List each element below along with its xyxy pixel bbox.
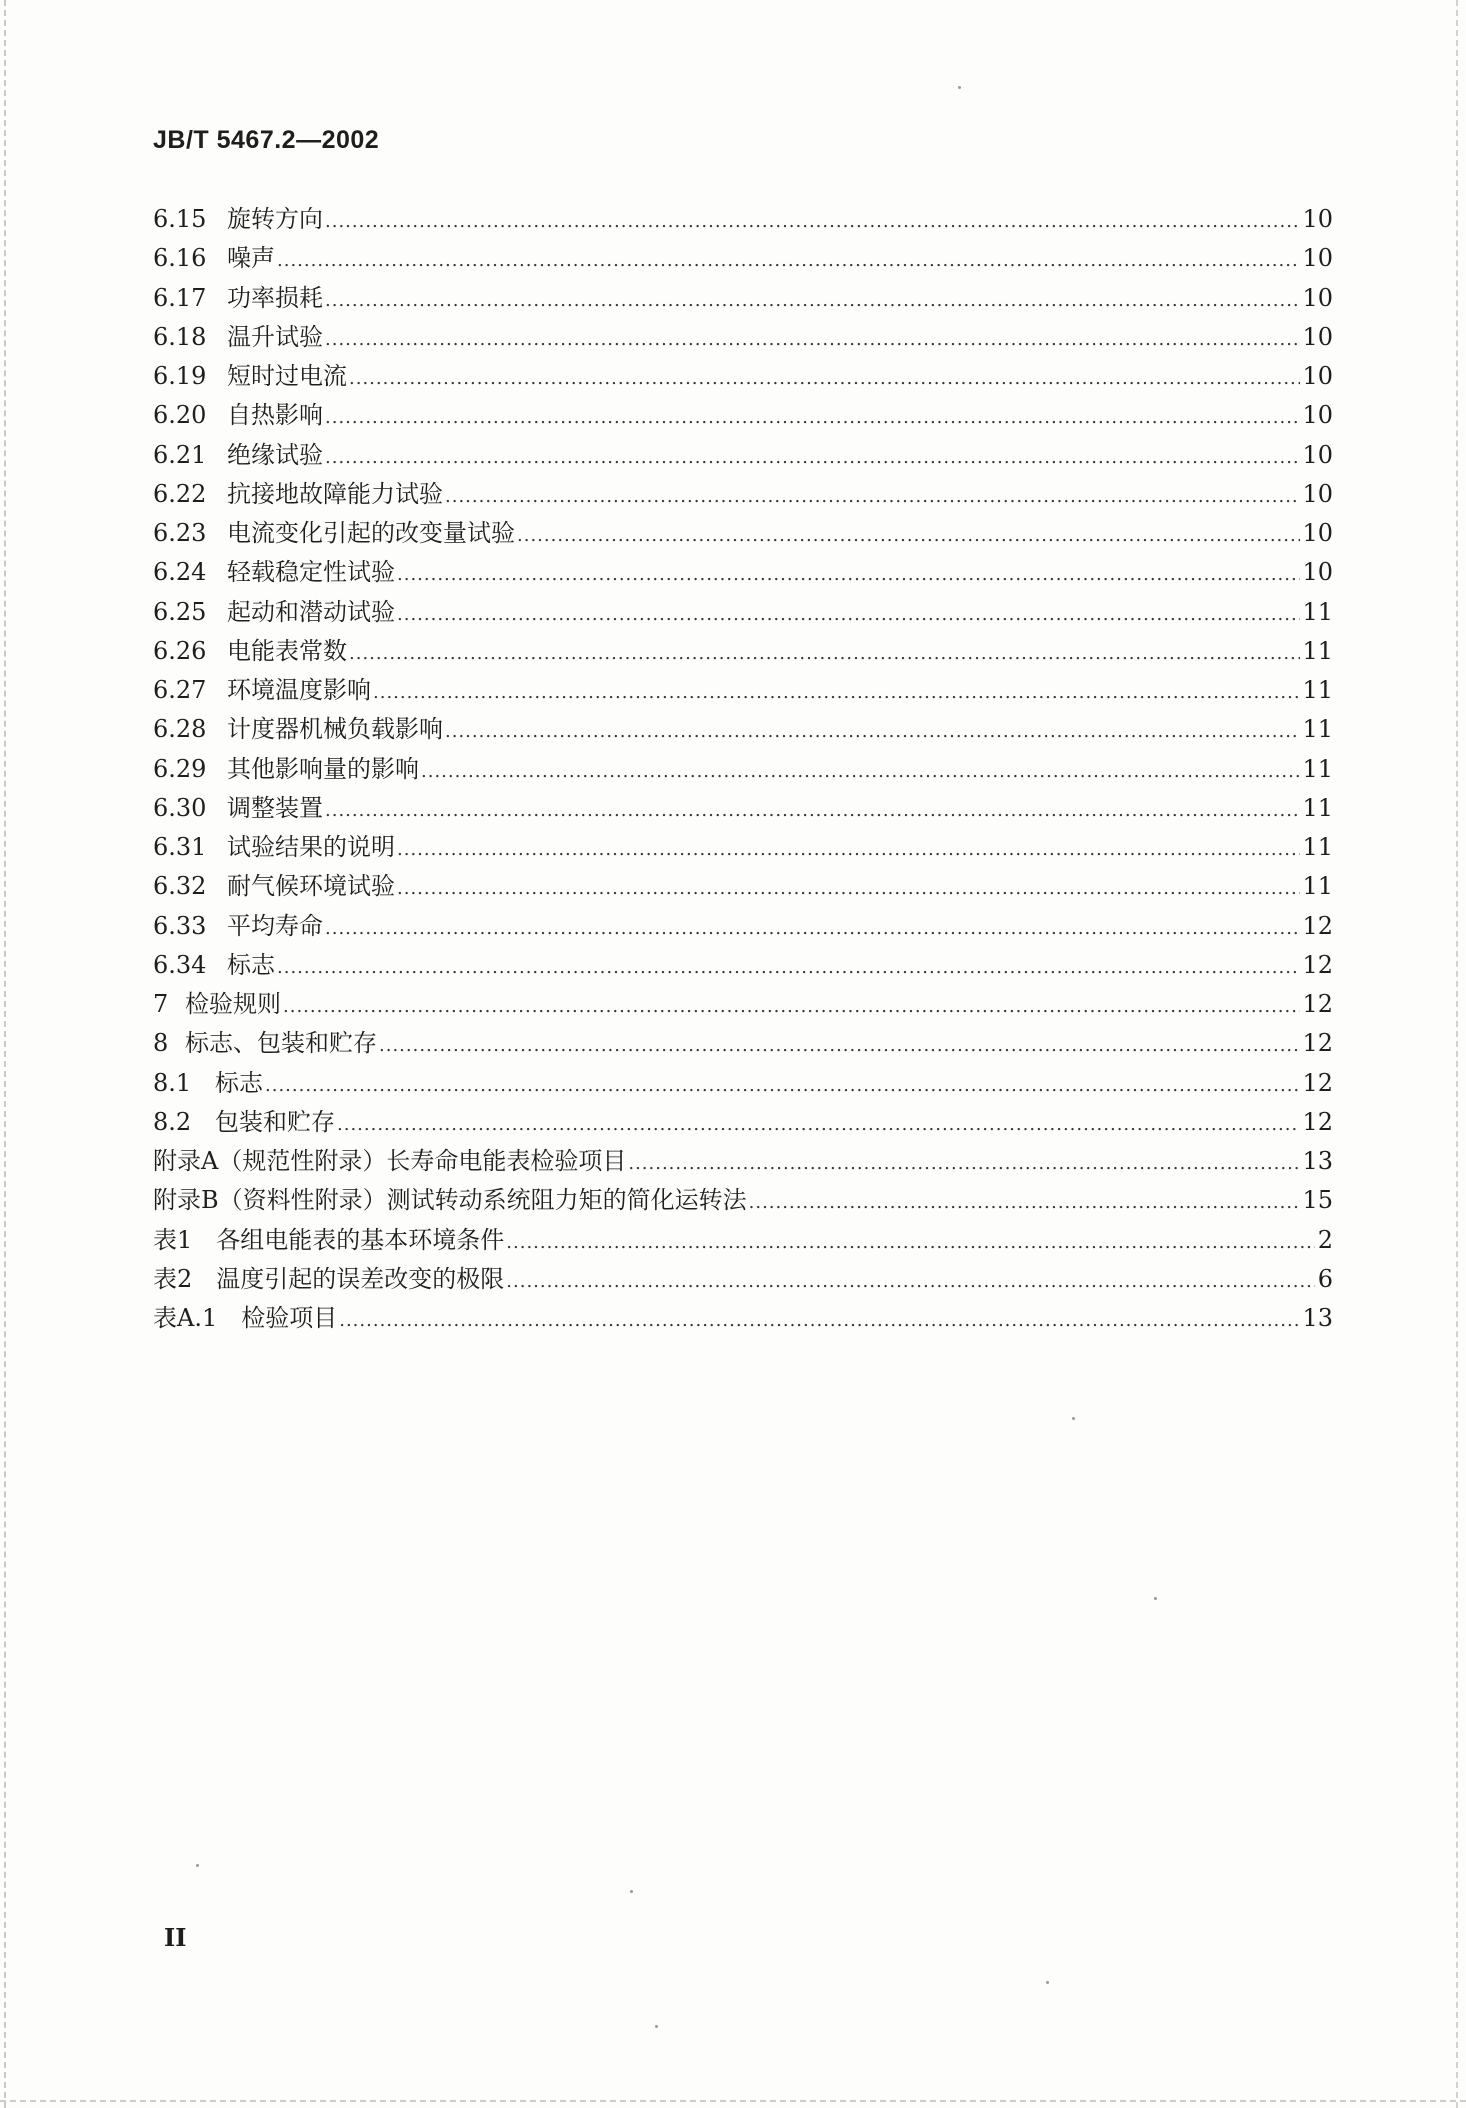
toc-entry <box>153 946 1333 985</box>
scan-speck <box>958 86 961 89</box>
toc-entry-number: 6.20 <box>153 401 207 430</box>
toc-entry <box>153 1064 1333 1103</box>
toc-dot-leader <box>397 595 1300 634</box>
toc-entry-title: 旋转方向 <box>227 205 323 233</box>
toc-entry <box>153 318 1333 357</box>
toc-entry-title: 噪声 <box>227 244 275 273</box>
scan-speck <box>630 1890 633 1893</box>
toc-entry-page: 10 <box>1302 479 1333 508</box>
toc-entry-page: 11 <box>1302 676 1333 704</box>
toc-entry-number: 8.1 <box>153 1068 192 1097</box>
toc-entry <box>153 1142 1333 1181</box>
toc-entry-number: 6.30 <box>153 793 207 822</box>
toc-entry-number: 7 <box>153 990 169 1018</box>
toc-dot-leader <box>325 438 1300 477</box>
toc-entry-number: 6.24 <box>153 558 207 587</box>
toc-entry-title: 自热影响 <box>227 401 323 430</box>
toc-entry-title: 平均寿命 <box>227 911 323 940</box>
toc-entry <box>153 907 1333 946</box>
toc-dot-leader <box>397 830 1300 869</box>
toc-entry-page: 6 <box>1317 1264 1333 1293</box>
toc-entry-number: 6.23 <box>153 519 207 547</box>
toc-entry-number: 6.27 <box>153 676 207 704</box>
toc-entry-title: 表A.1 检验项目 <box>153 1304 338 1332</box>
toc-dot-leader <box>339 1301 1300 1340</box>
toc-dot-leader <box>325 398 1300 437</box>
scan-speck <box>1046 1981 1049 1984</box>
toc-entry-number: 6.18 <box>153 322 207 351</box>
toc-entry-page: 10 <box>1302 283 1333 312</box>
toc-entry-page: 10 <box>1302 440 1333 469</box>
toc-entry-number: 8.2 <box>153 1107 192 1136</box>
toc-entry-title: 温升试验 <box>227 322 323 351</box>
toc-entry <box>153 1299 1333 1338</box>
toc-entry-title: 环境温度影响 <box>227 676 371 704</box>
toc-entry <box>153 514 1333 553</box>
toc-entry <box>153 357 1333 396</box>
toc-dot-leader <box>349 634 1300 673</box>
toc-entry-page: 11 <box>1302 597 1333 626</box>
toc-entry <box>153 985 1333 1024</box>
toc-entry <box>153 593 1333 632</box>
toc-dot-leader <box>506 1262 1315 1301</box>
toc-dot-leader <box>379 1026 1300 1065</box>
toc-entry-page: 2 <box>1317 1225 1333 1254</box>
toc-entry-title: 短时过电流 <box>227 362 347 390</box>
toc-entry-page: 10 <box>1302 519 1333 547</box>
toc-dot-leader <box>445 477 1300 516</box>
toc-entry-page: 10 <box>1302 362 1333 390</box>
scan-edge-left <box>4 0 6 2108</box>
toc-entry-number: 6.15 <box>153 205 207 233</box>
toc-entry-title: 电流变化引起的改变量试验 <box>227 519 515 547</box>
scan-speck <box>196 1864 199 1867</box>
toc-entry <box>153 789 1333 828</box>
toc-entry-number: 6.21 <box>153 440 207 469</box>
page-number: II <box>164 1923 187 1952</box>
toc-entry-title: 检验规则 <box>185 990 281 1018</box>
toc-entry-title: 标志、包装和贮存 <box>185 1029 377 1058</box>
toc-dot-leader <box>517 516 1300 555</box>
toc-entry <box>153 1181 1333 1220</box>
toc-entry-page: 11 <box>1302 636 1333 665</box>
toc-entry-page: 13 <box>1302 1304 1333 1332</box>
toc-entry-title: 标志 <box>215 1068 263 1097</box>
toc-entry-page: 12 <box>1302 990 1333 1018</box>
toc-dot-leader <box>277 948 1300 987</box>
toc-dot-leader <box>445 712 1300 751</box>
toc-entry <box>153 671 1333 710</box>
toc-entry-number: 6.33 <box>153 911 207 940</box>
toc-entry <box>153 828 1333 867</box>
toc-dot-leader <box>421 752 1300 791</box>
toc-entry-title: 标志 <box>227 950 275 979</box>
toc-dot-leader <box>506 1223 1315 1262</box>
toc-entry-title: 表1 各组电能表的基本环境条件 <box>153 1225 505 1254</box>
toc-entry-page: 13 <box>1302 1147 1333 1175</box>
toc-dot-leader <box>349 359 1300 398</box>
toc-dot-leader <box>749 1183 1301 1222</box>
toc-entry-number: 6.31 <box>153 833 207 861</box>
toc-entry-page: 11 <box>1302 833 1333 861</box>
toc-entry-title: 电能表常数 <box>227 636 347 665</box>
toc-entry-number: 8 <box>153 1029 169 1058</box>
toc-entry-title: 绝缘试验 <box>227 440 323 469</box>
toc-dot-leader <box>325 281 1300 320</box>
toc-entry-title: 起动和潜动试验 <box>227 597 395 626</box>
toc-entry-number: 6.17 <box>153 283 207 312</box>
scan-speck <box>1072 1417 1075 1420</box>
toc-entry <box>153 750 1333 789</box>
toc-entry-title: 其他影响量的影响 <box>227 754 419 783</box>
toc-dot-leader <box>628 1144 1300 1183</box>
toc-dot-leader <box>325 320 1300 359</box>
toc-dot-leader <box>325 202 1300 241</box>
toc-entry-title: 调整装置 <box>227 793 323 822</box>
toc-entry <box>153 396 1333 435</box>
toc-entry-page: 12 <box>1302 1029 1333 1058</box>
toc-entry <box>153 200 1333 239</box>
toc-entry <box>153 1024 1333 1063</box>
toc-entry-title: 抗接地故障能力试验 <box>227 479 443 508</box>
toc-entry-page: 10 <box>1302 322 1333 351</box>
toc-dot-leader <box>373 673 1300 712</box>
toc-entry-page: 11 <box>1302 754 1333 783</box>
toc-entry-title: 包装和贮存 <box>215 1107 335 1136</box>
toc-entry-page: 12 <box>1302 950 1333 979</box>
toc-dot-leader <box>325 909 1300 948</box>
toc-entry-title: 附录B（资料性附录）测试转动系统阻力矩的简化运转法 <box>153 1186 747 1215</box>
toc-entry-page: 10 <box>1302 558 1333 587</box>
scan-edge-bottom <box>0 2100 1466 2102</box>
toc-entry-page: 10 <box>1302 401 1333 430</box>
toc-entry <box>153 279 1333 318</box>
toc-dot-leader <box>397 869 1300 908</box>
toc-entry <box>153 1221 1333 1260</box>
toc-entry-page: 10 <box>1302 205 1333 233</box>
toc-entry <box>153 239 1333 278</box>
toc-entry <box>153 436 1333 475</box>
toc-entry-number: 6.28 <box>153 715 207 744</box>
table-of-contents <box>153 200 1333 1338</box>
toc-entry-number: 6.34 <box>153 950 207 979</box>
toc-entry <box>153 553 1333 592</box>
toc-entry-number: 6.16 <box>153 244 207 273</box>
toc-dot-leader <box>337 1105 1300 1144</box>
toc-entry-title: 计度器机械负载影响 <box>227 715 443 744</box>
toc-entry-page: 15 <box>1302 1186 1333 1215</box>
document-code: JB/T 5467.2—2002 <box>153 126 380 154</box>
toc-entry-number: 6.19 <box>153 362 207 390</box>
toc-entry-number: 6.26 <box>153 636 207 665</box>
toc-entry-page: 11 <box>1302 793 1333 822</box>
toc-entry-number: 6.25 <box>153 597 207 626</box>
toc-dot-leader <box>283 987 1300 1026</box>
scan-speck <box>1154 1597 1157 1600</box>
toc-entry <box>153 632 1333 671</box>
toc-entry-number: 6.32 <box>153 872 207 901</box>
toc-entry-title: 附录A（规范性附录）长寿命电能表检验项目 <box>153 1147 627 1175</box>
toc-entry <box>153 1260 1333 1299</box>
toc-entry-title: 轻载稳定性试验 <box>227 558 395 587</box>
toc-entry-page: 12 <box>1302 1107 1333 1136</box>
toc-entry-number: 6.29 <box>153 754 207 783</box>
toc-entry-page: 10 <box>1302 244 1333 273</box>
toc-entry-title: 功率损耗 <box>227 283 323 312</box>
scan-speck <box>655 2025 658 2028</box>
toc-entry-title: 试验结果的说明 <box>227 833 395 861</box>
toc-entry <box>153 710 1333 749</box>
toc-dot-leader <box>325 791 1300 830</box>
toc-dot-leader <box>397 555 1300 594</box>
toc-entry-title: 耐气候环境试验 <box>227 872 395 901</box>
toc-dot-leader <box>277 241 1300 280</box>
scan-edge-right <box>1456 0 1458 2108</box>
toc-entry-title: 表2 温度引起的误差改变的极限 <box>153 1264 505 1293</box>
toc-entry-number: 6.22 <box>153 479 207 508</box>
toc-entry <box>153 867 1333 906</box>
toc-entry <box>153 1103 1333 1142</box>
toc-entry-page: 12 <box>1302 911 1333 940</box>
toc-entry <box>153 475 1333 514</box>
toc-dot-leader <box>265 1066 1300 1105</box>
toc-entry-page: 11 <box>1302 715 1333 744</box>
toc-entry-page: 11 <box>1302 872 1333 901</box>
toc-entry-page: 12 <box>1302 1068 1333 1097</box>
